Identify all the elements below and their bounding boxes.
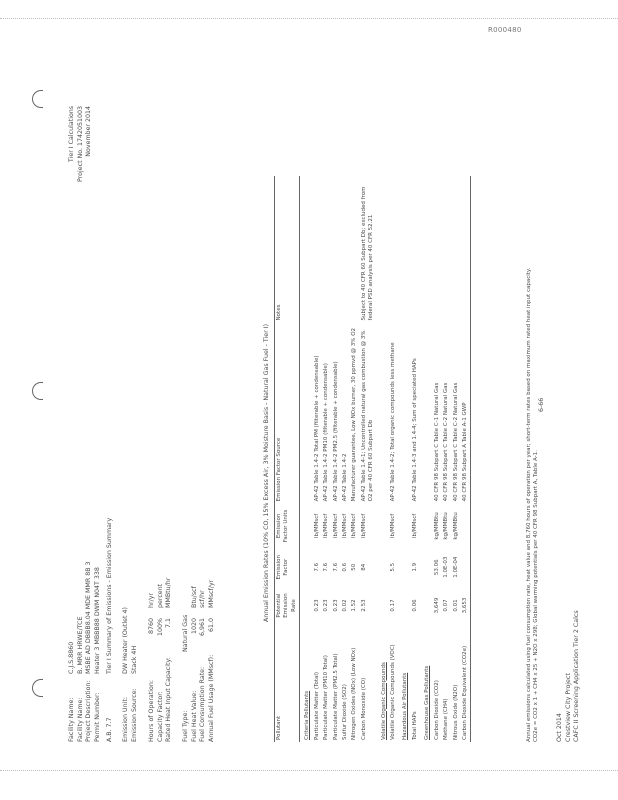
punch-hole: [32, 382, 43, 400]
table-row: Particulate Matter (PM2.5 Total) 0.23 7.6 lb/MMscf AP-42 Table 1.4-2 PM2.5 (filterable + condensable): [332, 361, 339, 740]
table-row: Particulate Matter (PM10 Total) 0.23 7.6 lb/MMscf AP-42 Table 1.4-2 PM10 (filterable + condensable): [323, 363, 330, 740]
table-row: Carbon Monoxide (CO) 2.53 84 lb/MMscf AP-42 Table 1.4-1; Uncontrolled natural gas combustion @ 3% O2 per 40 CFR 60 Subpart Db Subject to 40 CFR 60 Subpart Db; excluded from federal PSD analysis per 40 CFR 52.21: [360, 186, 375, 740]
fuel-info: Fuel Type: Natural Gas Fuel Heat Value: 1020 Btu/scf Fuel Consumption Rate: 6,961 scf/hr Annual Fuel Usage (MMscf): 61.0 MMscf/yr: [182, 579, 215, 742]
header-right: Tier I Calculations Project No. 1742051003 November 2014: [68, 105, 92, 182]
table-section-row: Hazardous Air Pollutants: [402, 672, 409, 740]
punch-hole: [32, 679, 43, 697]
table-row: Total HAPs 0.06 1.9 lb/MMscf AP-42 Table 1.4-3 and 1.4-4; Sum of speciated HAPs: [411, 358, 418, 740]
document-id: R000480: [488, 26, 522, 34]
unit-info: Emission Unit: DW Heater (Outlet 4) Emission Source: Stack 4H: [122, 607, 138, 742]
section-heading: A.B. 7.7Tier I Summary of Emissions - Emission Summary: [106, 517, 113, 742]
scan-artifact-top: [0, 18, 618, 19]
page-number: 6-66: [538, 397, 545, 412]
footer-left: Oct 2014 Crestview City Project CAFC II Screening Application Tier 2 Calcs: [556, 610, 580, 742]
operating-params: Hours of Operation: 8760 hr/yr Capacity Factor: 100% percent Rated Heat Input Capacity: 7.1 MMBtu/hr: [148, 577, 172, 742]
punch-hole: [32, 90, 43, 108]
table-row: Nitrous Oxide (N2O) 0.01 1.0E-04 kg/MMBtu 40 CFR 98 Subpart C Table C-2 Natural Gas: [452, 382, 459, 740]
table-notes: Annual emissions calculated using fuel consumption rate, heat value and 8,760 hours of operation per year; short-term rates based on maximum rated heat input capacity. CO2e = CO2 x 1 + CH4 x 25 + N2O x 298; Global warming potentials per 40 CFR 98 Subpart A, Table A-1.: [526, 267, 540, 742]
table-row: Sulfur Dioxide (SO2) 0.02 0.6 lb/MMscf AP-42 Table 1.4-2: [341, 453, 348, 740]
table-row: Nitrogen Oxides (NOx) (Low NOx) 1.52 50 lb/MMscf Manufacturer guarantee, Low NOx burner, 30 ppmvd @ 3% O2: [351, 327, 358, 740]
table-section-row: Criteria Pollutants: [304, 690, 311, 740]
table-section-row: Volatile Organic Compounds: [380, 662, 387, 740]
scan-artifact-bottom: [0, 770, 618, 771]
table-caption: Annual Emission Rates (10% CO, 15% Excess Air, 3% Moisture Basis - Natural Gas Fuel - Tier I): [263, 323, 270, 622]
facility-block: Facility Name: C.J.S.8860 Facility Name: B. MRR HRWE/TCE Project Description: MSBE AD DBBB8.04 MDE MMR 8B 3 Permit Number: Heater 3 MBBB88 DWM N04T 338: [68, 561, 101, 742]
table-header-row: Pollutant Potential Emission Rate Emission Factor Emission Factor Units Emission Factor Source Notes: [275, 176, 300, 742]
table-row: Volatile Organic Compounds (VOC) 0.17 5.5 lb/MMscf AP-42 Table 1.4-2; Total organic compounds less methane: [390, 342, 397, 740]
emissions-table: [274, 176, 471, 742]
table-row: Particulate Matter (Total) 0.23 7.6 lb/MMscf AP-42 Table 1.4-2 Total PM (filterable + condensable): [313, 355, 320, 740]
rotated-page: [68, 42, 588, 742]
table-row: Methane (CH4) 0.07 1.0E-03 kg/MMBtu 40 CFR 98 Subpart C Table C-2 Natural Gas: [443, 382, 450, 740]
table-row: Carbon Dioxide Equivalent (CO2e) 3,653 40 CFR 98 Subpart A Table A-1 GWP: [461, 176, 471, 742]
table-row: Carbon Dioxide (CO2) 3,649 53.06 kg/MMBtu 40 CFR 98 Subpart C Table C-1 Natural Gas: [433, 382, 440, 740]
table-section-row: Greenhouse Gas Pollutants: [424, 665, 431, 740]
